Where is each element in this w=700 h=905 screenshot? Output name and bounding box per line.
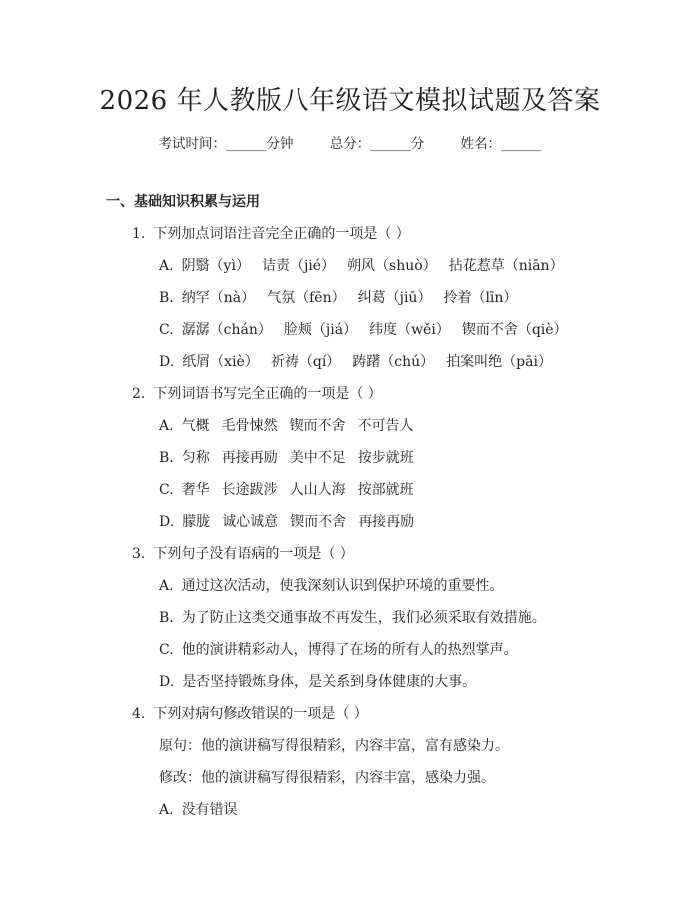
exam-meta [0,132,700,152]
question-1 [132,223,410,243]
question-number: 4. [132,706,146,722]
q1-option-d: D. 纸屑（xiè） 祈祷（qí） 踌躇（chú） 拍案叫绝（pāi） [159,354,552,370]
q1-option-c: C. 潺潺（chán） 脸颊（jiá） 纬度（wěi） 锲而不舍（qiè） [159,322,568,338]
question-number: 1. [132,226,146,242]
q2-option-b: B. 匀称 再接再励 美中不足 按步就班 [159,450,414,466]
question-stem: 下列加点词语注音完全正确的一项是（ ） [153,226,410,242]
question-2 [132,383,382,403]
q2-option-d: D. 朦胧 诚心诚意 锲而不舍 再接再励 [159,514,415,530]
q1-option-b: B. 纳罕（nà） 气氛（fēn） 纠葛（jiū） 拎着（līn） [159,290,518,306]
question-4 [132,703,368,723]
q4-option-a: A. 没有错误 [159,802,238,818]
q1-option-a: A. 阴翳（yì） 诘责（jié） 朔风（shuò） 拈花惹草（niān） [159,258,564,274]
question-number: 3. [132,546,146,562]
q4-revised-sentence: 修改：他的演讲稿写得很精彩，内容丰富，感染力强。 [159,770,495,786]
exam-total-score: 总分：______分 [329,136,425,152]
question-stem: 下列句子没有语病的一项是（ ） [153,546,354,562]
section-title: 一、基础知识积累与运用 [106,194,260,210]
question-3 [132,543,354,563]
page-title: 2026 年人教版八年级语文模拟试题及答案 [99,86,601,116]
q4-original-sentence: 原句：他的演讲稿写得很精彩，内容丰富，富有感染力。 [159,738,509,754]
q3-option-b: B. 为了防止这类交通事故不再发生，我们必须采取有效措施。 [159,610,546,626]
question-stem: 下列词语书写完全正确的一项是（ ） [153,386,382,402]
exam-time: 考试时间：______分钟 [158,136,294,152]
q2-option-a: A. 气概 毛骨悚然 锲而不舍 不可告人 [159,418,414,434]
question-stem: 下列对病句修改错误的一项是（ ） [153,706,368,722]
q3-option-a: A. 通过这次活动，使我深刻认识到保护环境的重要性。 [159,578,504,594]
q3-option-d: D. 是否坚持锻炼身体，是关系到身体健康的大事。 [159,674,477,690]
question-number: 2. [132,386,146,402]
q3-option-c: C. 他的演讲精彩动人，博得了在场的所有人的热烈掌声。 [159,642,518,658]
q2-option-c: C. 奢华 长途跋涉 人山人海 按部就班 [159,482,414,498]
exam-name: 姓名：______ [460,136,542,152]
